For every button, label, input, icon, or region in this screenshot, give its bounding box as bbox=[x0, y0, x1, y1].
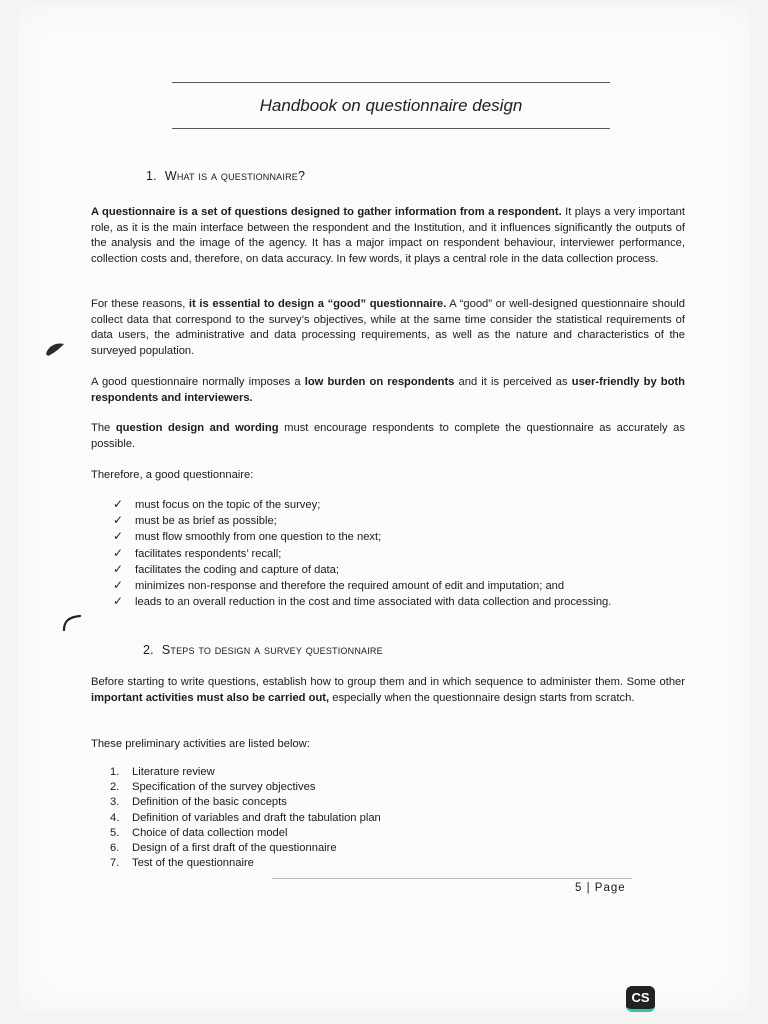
ink-blot-mark bbox=[44, 340, 66, 358]
list-item-text: Choice of data collection model bbox=[132, 826, 288, 839]
list-item-text: Test of the questionnaire bbox=[132, 857, 254, 870]
bold-text: it is essential to design a “good” questionnaire. bbox=[185, 298, 447, 310]
section-2-paragraph-2: These preliminary activities are listed below: bbox=[91, 738, 310, 750]
checkmark-icon: ✓ bbox=[113, 529, 124, 544]
page-title: Handbook on questionnaire design bbox=[259, 96, 523, 115]
list-item bbox=[113, 594, 673, 610]
list-item-text: must be as brief as possible; bbox=[135, 515, 277, 528]
section-1-heading bbox=[146, 169, 305, 183]
preliminary-activities-list bbox=[110, 765, 510, 871]
camscanner-logo: CS bbox=[626, 986, 655, 1012]
section-1-title: What is a questionnaire? bbox=[164, 169, 306, 183]
text: must encourage respondents to complete the questionnaire as accurately as possible. bbox=[91, 422, 685, 450]
bold-text: low burden on respondents bbox=[300, 376, 455, 388]
text: It plays a very important role, as it is the main interface between the respondent and the Institution, and it influences significantly the outputs of the analysis and the image of the agency. It has a major impact on respondent behaviour, interviewer performance, collection costs and, therefore, on data accuracy. In few words, it plays a central role in the data collection process. bbox=[91, 206, 686, 265]
list-item bbox=[110, 856, 510, 871]
list-item bbox=[110, 780, 510, 795]
bold-text: question design and wording bbox=[110, 422, 279, 434]
list-item bbox=[113, 513, 673, 529]
checkmark-icon: ✓ bbox=[113, 578, 124, 593]
checkmark-icon: ✓ bbox=[113, 594, 124, 609]
section-2-heading bbox=[143, 643, 383, 657]
list-item bbox=[113, 578, 673, 594]
page-number: 5 | Page bbox=[575, 882, 626, 894]
list-item-text: Specification of the survey objectives bbox=[132, 781, 316, 794]
text: A good questionnaire normally imposes a bbox=[91, 376, 301, 388]
text: A “good” or well-designed questionnaire should collect data that correspond to the survey’s objectives, while at the same time consider the statistical requirements of data users, the administrative and data processing requirements, as well as the nature and characteristics of the surveyed population. bbox=[91, 298, 685, 357]
list-item-text: must focus on the topic of the survey; bbox=[135, 499, 321, 511]
list-number: 6. bbox=[110, 842, 120, 855]
section-1-paragraph-3 bbox=[91, 375, 685, 406]
pen-stroke-mark bbox=[60, 612, 84, 632]
section-1-paragraph-2 bbox=[91, 297, 685, 359]
checkmark-icon: ✓ bbox=[113, 545, 124, 560]
list-item bbox=[113, 529, 673, 545]
list-item-text: facilitates respondents’ recall; bbox=[135, 547, 282, 560]
header-rule-top bbox=[172, 82, 610, 83]
list-item-text: Definition of variables and draft the tabulation plan bbox=[132, 811, 381, 824]
section-1-paragraph-4 bbox=[91, 421, 685, 452]
section-2-title: Steps to design a survey questionnaire bbox=[161, 643, 383, 657]
list-item-text: facilitates the coding and capture of data; bbox=[135, 563, 339, 576]
text: and it is perceived as bbox=[454, 376, 568, 388]
list-item-text: must flow smoothly from one question to the next; bbox=[135, 531, 382, 544]
list-item bbox=[110, 826, 510, 841]
list-number: 3. bbox=[110, 796, 120, 809]
list-item bbox=[110, 811, 510, 826]
section-2-paragraph-1 bbox=[91, 675, 685, 706]
text: especially when the questionnaire design starts from scratch. bbox=[329, 691, 635, 704]
list-number: 2. bbox=[110, 781, 120, 794]
list-item bbox=[110, 841, 510, 856]
text: Before starting to write questions, establish how to group them and in which sequence to administer them. Some other bbox=[91, 676, 685, 688]
section-1-paragraph-1 bbox=[91, 205, 685, 267]
list-item bbox=[113, 546, 673, 562]
list-item bbox=[110, 795, 510, 810]
checkmark-icon: ✓ bbox=[113, 561, 124, 576]
questionnaire-criteria-list bbox=[113, 497, 673, 610]
list-number: 1. bbox=[110, 766, 120, 778]
text: The bbox=[91, 422, 111, 434]
list-item-text: leads to an overall reduction in the cost and time associated with data collection and processing. bbox=[135, 596, 612, 609]
section-1-number: 1. bbox=[146, 169, 157, 183]
list-item-text: minimizes non-response and therefore the required amount of edit and imputation; and bbox=[135, 580, 565, 593]
header-rule-bottom bbox=[172, 128, 610, 129]
list-item-text: Design of a first draft of the questionnaire bbox=[132, 842, 337, 855]
bold-text: user-friendly by both respondents and interviewers. bbox=[91, 376, 685, 404]
list-item bbox=[110, 765, 510, 780]
checkmark-icon: ✓ bbox=[113, 513, 124, 528]
text: For these reasons, bbox=[91, 298, 186, 310]
checkmark-icon: ✓ bbox=[113, 497, 124, 511]
list-item-text: Literature review bbox=[132, 766, 215, 778]
list-number: 4. bbox=[110, 811, 120, 824]
list-item bbox=[113, 562, 673, 578]
footer-rule bbox=[272, 878, 632, 879]
bold-text: important activities must also be carried out, bbox=[91, 691, 330, 704]
list-item bbox=[113, 497, 673, 513]
list-number: 5. bbox=[110, 826, 120, 839]
bold-text: A questionnaire is a set of questions designed to gather information from a respondent. bbox=[91, 206, 562, 218]
section-2-number: 2. bbox=[143, 643, 154, 657]
list-item-text: Definition of the basic concepts bbox=[132, 796, 287, 809]
section-1-paragraph-5: Therefore, a good questionnaire: bbox=[91, 469, 254, 481]
list-number: 7. bbox=[110, 857, 120, 870]
